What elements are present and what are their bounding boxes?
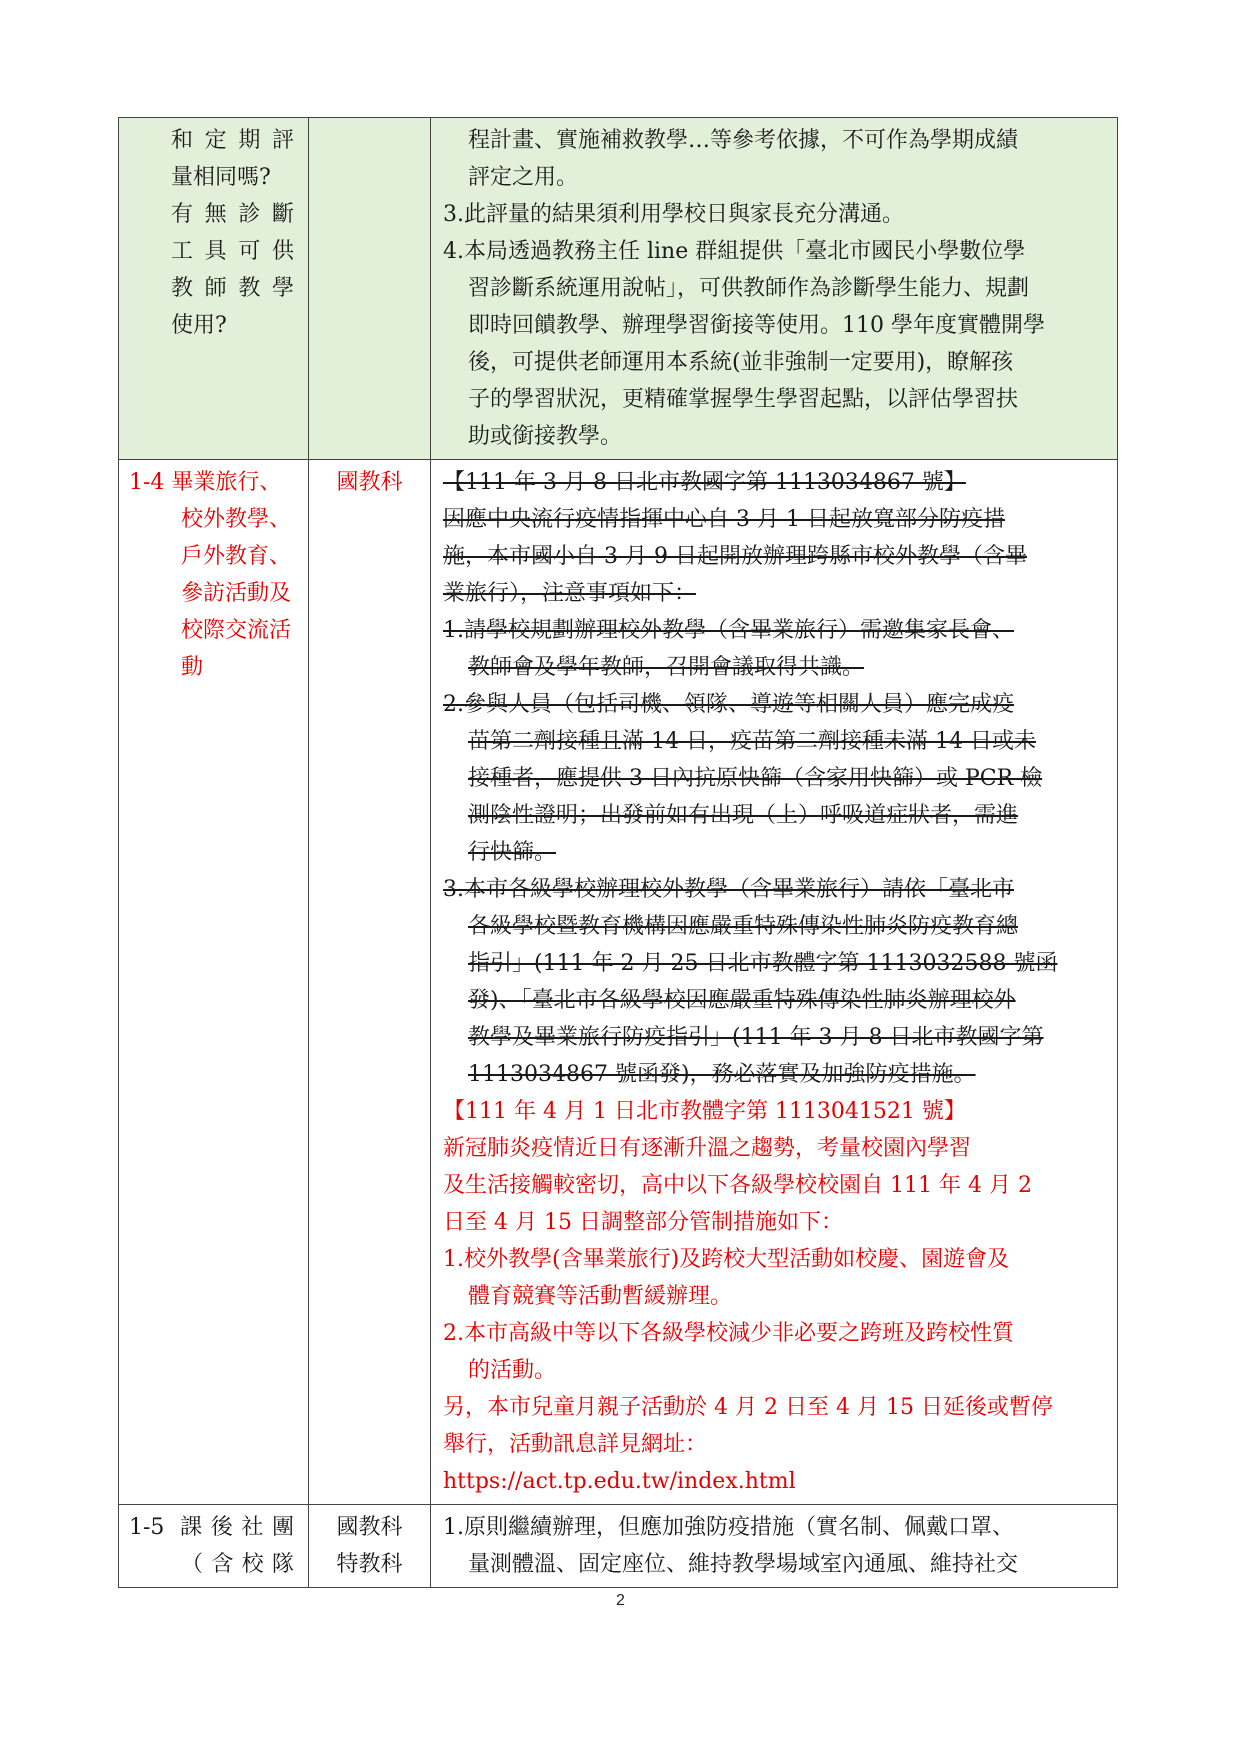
content-line: 苗第二劑接種且滿 14 日，疫苗第二劑接種未滿 14 日或未 xyxy=(468,729,1036,754)
content-line: 的活動。 xyxy=(468,1358,557,1383)
content-line: 子的學習狀況，更精確掌握學生學習起點，以評估學習扶 xyxy=(468,387,1019,412)
content-line: 2.參與人員（包括司機、領隊、導遊等相關人員）應完成疫 xyxy=(443,692,1014,717)
content-line: 施，本市國小自 3 月 9 日起開放辦理跨縣市校外教學（含畢 xyxy=(443,544,1027,569)
table-row-1-4 xyxy=(119,460,1118,1505)
topic-line: 教 師 教 學 xyxy=(171,276,294,301)
topic-cell xyxy=(119,460,309,1505)
topic-line: 校際交流活 xyxy=(181,618,292,643)
content-line: 3.此評量的結果須利用學校日與家長充分溝通。 xyxy=(443,202,904,227)
topic-line: （含校隊 xyxy=(181,1552,294,1577)
content-line: 發)、「臺北市各級學校因應嚴重特殊傳染性肺炎辦理校外 xyxy=(468,988,1016,1013)
dept-cell xyxy=(309,118,431,460)
content-cell xyxy=(431,460,1118,1505)
content-line: 量測體溫、固定座位、維持教學場域室內通風、維持社交 xyxy=(468,1552,1019,1577)
content-line: 助或銜接教學。 xyxy=(468,424,623,449)
content-line: 因應中央流行疫情指揮中心自 3 月 1 日起放寬部分防疫措 xyxy=(443,507,1005,532)
content-line: 舉行，活動訊息詳見網址： xyxy=(443,1432,708,1457)
topic-line: 有 無 診 斷 xyxy=(171,202,294,227)
content-line: 1113034867 號函發)，務必落實及加強防疫措施。 xyxy=(468,1062,976,1087)
content-line: 程計畫、實施補救教學…等參考依據，不可作為學期成績 xyxy=(468,128,1019,153)
content-line: 3.本市各級學校辦理校外教學（含畢業旅行）請依「臺北市 xyxy=(443,877,1014,902)
activity-url: https://act.tp.edu.tw/index.html xyxy=(443,1469,796,1494)
content-line: 後，可提供老師運用本系統(並非強制一定要用)，瞭解孩 xyxy=(468,350,1014,375)
table-row-1-3-continued xyxy=(119,118,1118,460)
topic-line: 參訪活動及 xyxy=(181,581,292,606)
dept-label: 特教科 xyxy=(336,1552,403,1577)
content-line: 2.本市高級中等以下各級學校減少非必要之跨班及跨校性質 xyxy=(443,1321,1014,1346)
content-line: 即時回饋教學、辦理學習銜接等使用。110 學年度實體開學 xyxy=(468,313,1045,338)
topic-line: 戶外教育、 xyxy=(181,544,292,569)
dept-cell xyxy=(309,1505,431,1588)
content-line: 新冠肺炎疫情近日有逐漸升溫之趨勢，考量校園內學習 xyxy=(443,1136,972,1161)
content-line: 1.請學校規劃辦理校外教學（含畢業旅行）需邀集家長會、 xyxy=(443,618,1014,643)
topic-line: 1-5 課後社團 xyxy=(129,1515,294,1540)
content-line: 1.原則繼續辦理，但應加強防疫措施（實名制、佩戴口罩、 xyxy=(443,1515,1014,1540)
content-line: 體育競賽等活動暫緩辦理。 xyxy=(468,1284,733,1309)
topic-line: 使用? xyxy=(171,313,227,338)
content-line: 測陰性證明；出發前如有出現（上）呼吸道症狀者，需進 xyxy=(468,803,1019,828)
content-line: 另，本市兒童月親子活動於 4 月 2 日至 4 月 15 日延後或暫停 xyxy=(443,1395,1053,1420)
topic-line: 動 xyxy=(181,655,204,680)
content-line: 教學及畢業旅行防疫指引」(111 年 3 月 8 日北市教國字第 xyxy=(468,1025,1044,1050)
content-line: 業旅行），注意事項如下： xyxy=(443,581,697,606)
topic-line: 1-4 畢業旅行、 xyxy=(129,470,282,495)
content-line: 行快篩。 xyxy=(468,840,557,865)
content-line: 接種者，應提供 3 日內抗原快篩（含家用快篩）或 PCR 檢 xyxy=(468,766,1043,791)
notice-title: 【111 年 4 月 1 日北市教體字第 1113041521 號】 xyxy=(443,1099,966,1124)
content-line: 日至 4 月 15 日調整部分管制措施如下： xyxy=(443,1210,843,1235)
dept-cell xyxy=(309,460,431,1505)
dept-label: 國教科 xyxy=(336,1515,403,1540)
topic-line: 工 具 可 供 xyxy=(171,239,294,264)
content-line: 指引」(111 年 2 月 25 日北市教體字第 1113032588 號函 xyxy=(468,951,1058,976)
content-line: 及生活接觸較密切，高中以下各級學校校園自 111 年 4 月 2 xyxy=(443,1173,1032,1198)
topic-cell xyxy=(119,118,309,460)
struck-notice-title: 【111 年 3 月 8 日北市教國字第 1113034867 號】 xyxy=(443,470,966,495)
topic-line: 和 定 期 評 xyxy=(171,128,294,153)
content-line: 評定之用。 xyxy=(468,165,579,190)
content-cell xyxy=(431,118,1118,460)
topic-cell xyxy=(119,1505,309,1588)
page-number: 2 xyxy=(616,1592,625,1609)
content-line: 4.本局透過教務主任 line 群組提供「臺北市國民小學數位學 xyxy=(443,239,1026,264)
content-line: 教師會及學年教師，召開會議取得共識。 xyxy=(468,655,865,680)
topic-line: 校外教學、 xyxy=(181,507,292,532)
table-row-1-5 xyxy=(119,1505,1118,1588)
faq-table xyxy=(118,117,1118,1588)
content-line: 1.校外教學(含畢業旅行)及跨校大型活動如校慶、園遊會及 xyxy=(443,1247,1010,1272)
dept-label: 國教科 xyxy=(336,470,403,495)
content-cell xyxy=(431,1505,1118,1588)
content-line: 各級學校暨教育機構因應嚴重特殊傳染性肺炎防疫教育總 xyxy=(468,914,1019,939)
topic-line: 量相同嗎? xyxy=(171,165,271,190)
content-line: 習診斷系統運用說帖」，可供教師作為診斷學生能力、規劃 xyxy=(468,276,1030,301)
